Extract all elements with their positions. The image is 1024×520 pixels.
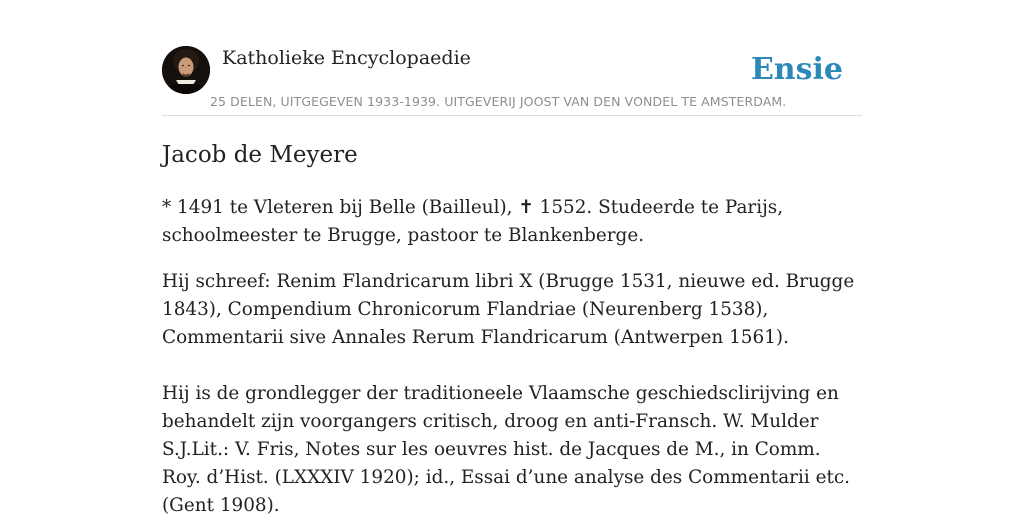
page-title: Jacob de Meyere	[162, 142, 358, 168]
brand-logo[interactable]: Ensie	[750, 52, 843, 87]
site-header	[162, 46, 862, 116]
site-title[interactable]: Katholieke Encyclopaedie	[222, 47, 471, 69]
portrait-avatar-icon[interactable]	[162, 46, 210, 94]
article-paragraph: Hij schreef: Renim Flandricarum libri X (Brugge 1531, nieuwe ed. Brugge 1843), Compendium Chronicorum Flandriae (Neurenberg 1538), Commentarii sive Annales Rerum Flandricarum (Antwerpen 1561).	[162, 271, 855, 348]
site-subtitle: 25 DELEN, UITGEGEVEN 1933-1939. UITGEVERIJ JOOST VAN DEN VONDEL TE AMSTERDAM.	[210, 94, 787, 109]
article-paragraph: * 1491 te Vleteren bij Belle (Bailleul), ✝ 1552. Studeerde te Parijs, schoolmeester te Brugge, pastoor te Blankenberge.	[162, 197, 784, 246]
article	[162, 140, 864, 520]
article-paragraph: Hij is de grondlegger der traditioneele Vlaamsche geschiedsclirijving en behandelt zijn voorgangers critisch, droog en anti-Fransch. W. Mulder S.J.Lit.: V. Fris, Notes sur les oeuvres hist. de Jacques de M., in Comm. Roy. d’Hist. (LXXXIV 1920); id., Essai d’une analyse des Commentarii etc. (Gent 1908).	[162, 383, 850, 516]
